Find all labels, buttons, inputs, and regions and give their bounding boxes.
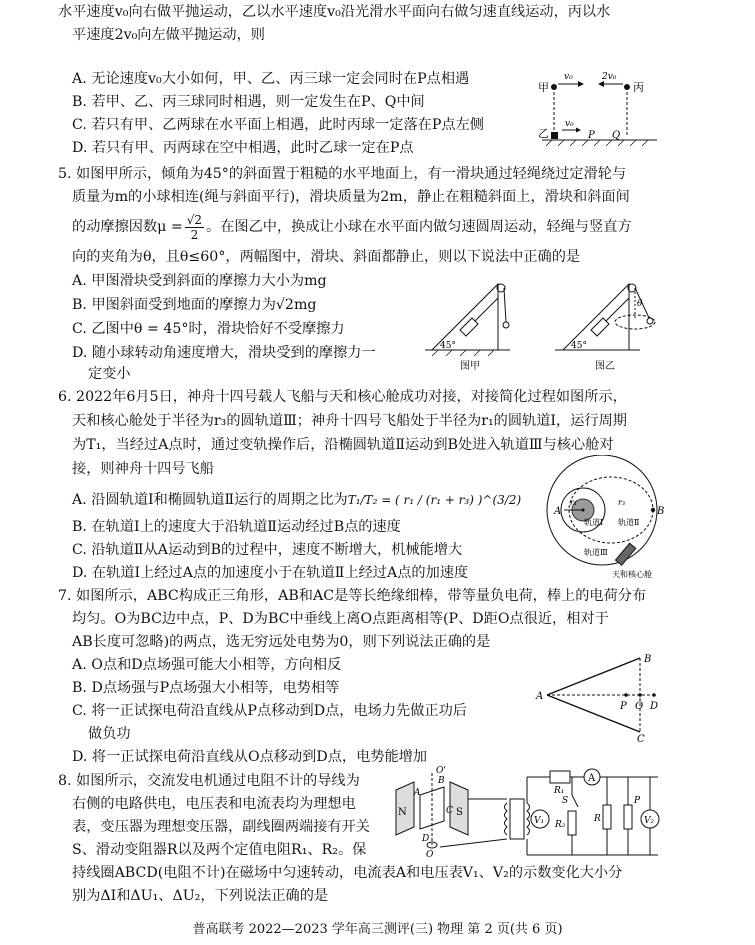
q8-fig-v1: V₁ bbox=[534, 816, 545, 826]
q6-fig-orbit2: 轨道Ⅱ bbox=[618, 518, 640, 527]
q7-line3: AB长度可忽略)的两点，选无穷远处电势为0，则下列说法正确的是 bbox=[72, 634, 491, 650]
q6-fig-r3: r₃ bbox=[618, 498, 626, 507]
q8-fig-o: O bbox=[426, 850, 434, 860]
q6-line2: 天和核心舱处于半径为r₃的圆轨道Ⅲ；神舟十四号飞船处于半径为r₁的圆轨道Ⅰ，运行周期 bbox=[72, 413, 627, 429]
q6-option-b: B. 在轨道Ⅰ上的速度大于沿轨道Ⅱ运动经过B点的速度 bbox=[72, 519, 401, 535]
q4-option-a: A. 无论速度v₀大小如何，甲、乙、丙三球一定会同时在P点相遇 bbox=[72, 71, 470, 87]
q7-fig-c: C bbox=[637, 734, 645, 743]
q8-figure bbox=[392, 765, 662, 860]
q4-fig-v0-bottom: v₀ bbox=[565, 119, 574, 129]
q4-fig-q: Q bbox=[612, 130, 621, 141]
q8-fig-a: A bbox=[414, 788, 421, 798]
q6-fig-b: B bbox=[657, 506, 665, 517]
q8-fig-s: S bbox=[456, 807, 463, 818]
q5-option-a: A. 甲图滑块受到斜面的摩擦力大小为mg bbox=[72, 273, 327, 289]
q5-fig-angle1: 45° bbox=[440, 341, 456, 351]
q5-option-d-2: 定变小 bbox=[88, 366, 131, 382]
q4-fig-yi: 乙 bbox=[538, 127, 549, 140]
q5-option-b: B. 甲图斜面受到地面的摩擦力为√2mg bbox=[72, 297, 317, 313]
q5-figure-jia bbox=[410, 270, 530, 375]
q4-fig-bing: 丙 bbox=[633, 81, 644, 94]
q8-fig-switch: S bbox=[562, 796, 569, 806]
q5-line2: 质量为m的小球相连(绳与斜面平行)，滑块质量为2m，静止在粗糙斜面上，滑块和斜面间 bbox=[72, 189, 630, 205]
q6-option-a: A. 沿圆轨道Ⅰ和椭圆轨道Ⅱ运行的周期之比为T₁/T₂ = ( r₁ / (r₁ + r₃) )^(3/2) bbox=[72, 492, 522, 508]
q8-line1: 8. 如图所示，交流发电机通过电阻不计的导线为 bbox=[58, 773, 360, 789]
q8-line5: 持线圈ABCD(电阻不计)在磁场中匀速转动，电流表A和电压表V₁、V₂的示数变化大小分 bbox=[72, 865, 623, 881]
q8-fig-n: N bbox=[398, 807, 407, 818]
q7-option-c-2: 做负功 bbox=[88, 726, 131, 742]
q6-fig-a: A bbox=[554, 506, 562, 517]
q4-line1: 水平速度v₀向右做平抛运动，乙以水平速度v₀沿光滑水平面向右做匀速直线运动，丙以水 bbox=[58, 4, 611, 20]
q5-mu-fraction: $\frac{√2}{2}$ bbox=[186, 212, 203, 242]
q7-line2: 均匀。O为BC边中点，P、D为BC中垂线上离O点距离相等(P、D距O点很近，相对于 bbox=[72, 611, 609, 627]
page-footer: 普高联考 2022—2023 学年高三测评(三) 物理 第 2 页(共 6 页) bbox=[192, 922, 563, 937]
q8-fig-r: R bbox=[594, 814, 601, 824]
q8-fig-b: B bbox=[438, 776, 445, 786]
q7-fig-b: B bbox=[644, 654, 652, 665]
q8-line3: 表，变压器为理想变压器，副线圈两端接有开关 bbox=[72, 819, 370, 835]
q7-fig-o: O bbox=[635, 701, 644, 712]
q4-fig-p: P bbox=[588, 130, 595, 141]
q8-line6: 别为ΔI和ΔU₁、ΔU₂，下列说法正确的是 bbox=[72, 888, 329, 904]
q5-line3b: 。在图乙中，换成让小球在水平面内做匀速圆周运动，轻绳与竖直方 bbox=[206, 219, 632, 235]
q8-fig-c: C bbox=[446, 806, 453, 816]
q4-fig-v0-top: v₀ bbox=[564, 72, 573, 82]
q8-fig-r1: R₁ bbox=[554, 786, 565, 796]
q8-fig-ammeter: A bbox=[588, 773, 596, 784]
q5-line1: 5. 如图甲所示，倾角为45°的斜面置于粗糙的水平地面上，有一滑块通过轻绳绕过定滑轮与 bbox=[58, 166, 627, 182]
q6-fig-r1: r₁ bbox=[570, 498, 578, 507]
q5-fig-caption2: 图乙 bbox=[595, 361, 615, 372]
q6-fig-module: 天和核心舱 bbox=[612, 570, 652, 579]
q8-line2: 右侧的电路供电，电压表和电流表均为理想电 bbox=[72, 796, 356, 812]
q5-fig-theta: θ bbox=[637, 299, 643, 309]
q8-fig-d: D bbox=[422, 834, 430, 844]
q7-option-a: A. O点和D点场强可能大小相等，方向相反 bbox=[72, 657, 342, 673]
q4-option-b: B. 若甲、乙、丙三球同时相遇，则一定发生在P、Q中间 bbox=[72, 94, 425, 110]
q4-line2: 平速度2v₀向左做平抛运动，则 bbox=[72, 27, 265, 43]
q5-fig-caption1: 图甲 bbox=[460, 361, 480, 372]
q7-fig-p: P bbox=[620, 701, 627, 712]
q6-line3: 为T₁，当经过A点时，通过变轨操作后，沿椭圆轨道Ⅱ运动到B处进入轨道Ⅲ与核心舱对 bbox=[72, 437, 614, 453]
q6-line1: 6. 2022年6月5日，神舟十四号载人飞船与天和核心舱成功对接，对接简化过程如图所示， bbox=[58, 389, 627, 405]
q6-fig-orbit3: 轨道Ⅲ bbox=[584, 548, 608, 557]
q7-option-d: D. 将一正试探电荷沿直线从O点移动到D点，电势能增加 bbox=[72, 749, 428, 765]
q8-fig-o-prime: O' bbox=[436, 766, 446, 776]
q8-fig-v2: V₂ bbox=[644, 816, 655, 826]
q4-fig-jia: 甲 bbox=[538, 81, 549, 94]
q4-figure bbox=[532, 62, 672, 152]
q7-option-b: B. D点场强与P点场强大小相等，电势相等 bbox=[72, 680, 340, 696]
q5-line3a: 的动摩擦因数μ = bbox=[72, 219, 183, 235]
q8-fig-r2: R₂ bbox=[555, 820, 566, 830]
q8-fig-p: P bbox=[634, 796, 641, 806]
q5-option-c: C. 乙图中θ = 45°时，滑块恰好不受摩擦力 bbox=[72, 321, 345, 337]
q7-fig-d: D bbox=[650, 701, 659, 712]
q7-fig-a: A bbox=[536, 691, 544, 702]
q5-option-d-1: D. 随小球转动角速度增大，滑块受到的摩擦力一 bbox=[72, 345, 376, 361]
q7-line1: 7. 如图所示，ABC构成正三角形，AB和AC是等长绝缘细棒，带等量负电荷，棒上的电荷分布 bbox=[58, 588, 647, 604]
q5-figure-yi bbox=[555, 270, 675, 375]
q6-fig-orbit1: 轨道Ⅰ bbox=[584, 518, 604, 527]
q4-option-c: C. 若只有甲、乙两球在水平面上相遇，此时丙球一定落在P点左侧 bbox=[72, 117, 484, 133]
q4-option-d: D. 若只有甲、丙两球在空中相遇，此时乙球一定在P点 bbox=[72, 140, 414, 156]
q6-line4: 接，则神舟十四号飞船 bbox=[72, 461, 214, 477]
q6-option-c: C. 沿轨道Ⅱ从A运动到B的过程中，速度不断增大，机械能增大 bbox=[72, 542, 463, 558]
q4-fig-2v0: 2v₀ bbox=[602, 72, 617, 82]
q5-line4: 向的夹角为θ，且θ≤60°，两幅图中，滑块、斜面都静止，则以下说法中正确的是 bbox=[72, 249, 581, 265]
q7-option-c-1: C. 将一正试探电荷沿直线从P点移动到D点，电场力先做正功后 bbox=[72, 703, 467, 719]
q6-option-d: D. 在轨道Ⅰ上经过A点的加速度小于在轨道Ⅱ上经过A点的加速度 bbox=[72, 565, 469, 581]
q5-line3 bbox=[72, 212, 632, 242]
q5-fig-angle2: 45° bbox=[571, 341, 587, 351]
q8-line4: S、滑动变阻器R以及两个定值电阻R₁、R₂。保 bbox=[72, 842, 367, 858]
q6-figure bbox=[540, 455, 675, 583]
q6-option-a-formula: T₁/T₂ = ( r₁ / (r₁ + r₃) )^(3/2) bbox=[347, 493, 522, 507]
q7-figure bbox=[535, 648, 665, 743]
